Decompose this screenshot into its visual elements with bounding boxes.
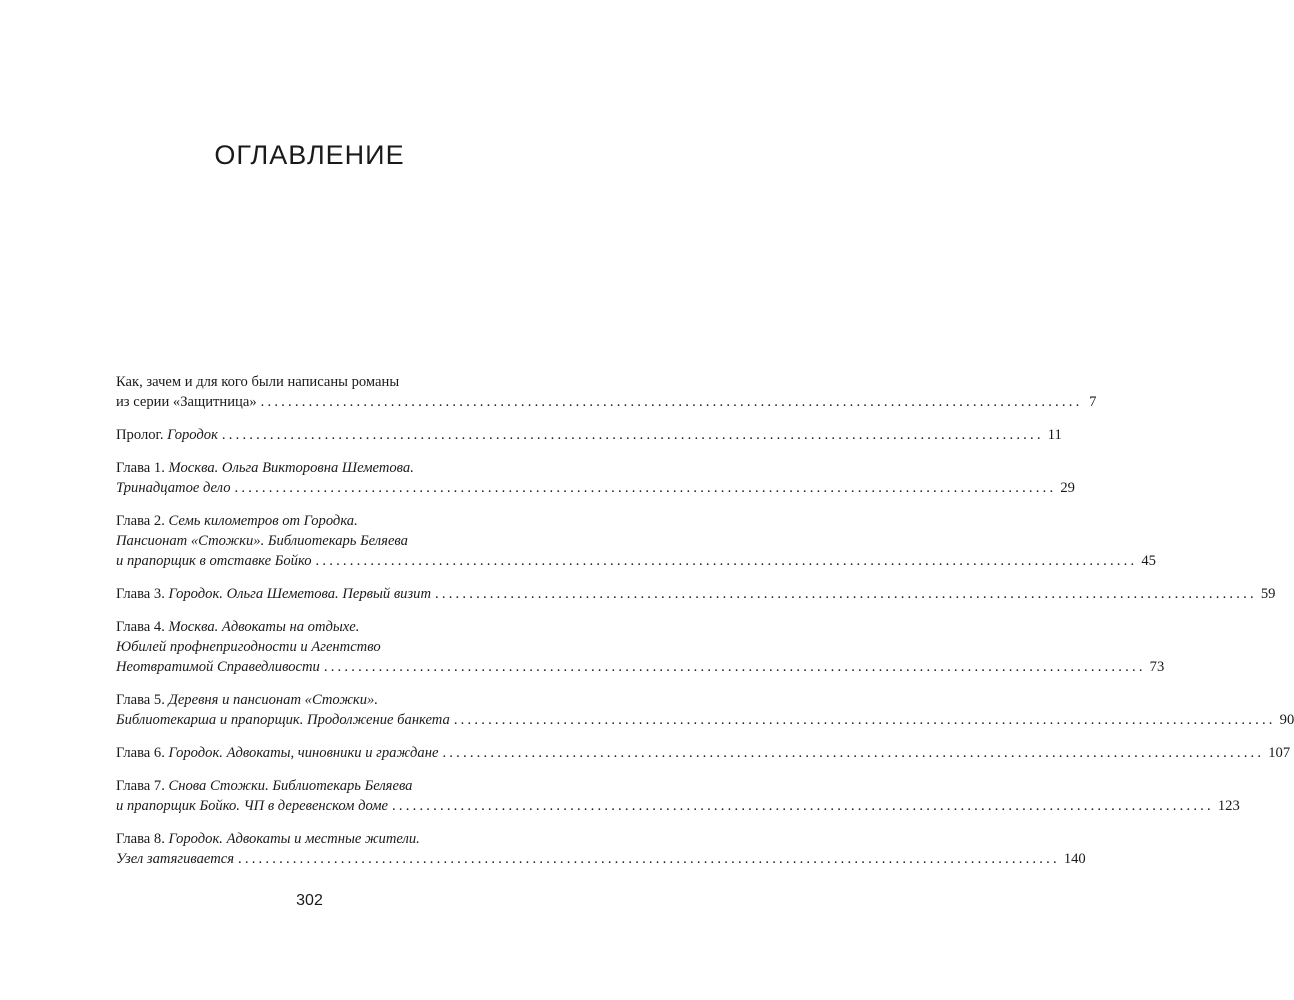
toc-entry-line — [116, 776, 512, 796]
toc-entry-line — [116, 637, 512, 657]
toc-entry-text — [116, 584, 431, 604]
dot-leader: ........................................................................................................................ — [442, 745, 1265, 761]
toc-entry-label: Глава 2. — [116, 513, 169, 529]
dot-leader: ........................................................................................................................ — [323, 659, 1146, 675]
toc-entry-title: Пансионат «Стожки». Библиотекарь Беляева — [116, 533, 408, 549]
toc-entry — [116, 617, 1165, 677]
toc-entry-line — [116, 531, 512, 551]
toc-entry-title: Городок. Ольга Шеметова. Первый визит — [168, 586, 431, 602]
toc-entry-text — [116, 743, 438, 763]
toc-entry-title: Тринадцатое дело — [116, 480, 231, 496]
toc-entry-last-line — [116, 584, 1276, 604]
toc-entry-last-line — [116, 425, 1062, 445]
dot-leader: ........................................................................................................................ — [238, 851, 1060, 867]
toc-entry-label: Глава 5. — [116, 692, 169, 708]
toc-entry-line — [116, 690, 512, 710]
toc-entry-last-line — [116, 478, 1075, 498]
toc-entry — [116, 511, 1156, 571]
toc-entry-title: Снова Стожки. Библиотекарь Беляева — [168, 778, 413, 794]
toc-entry-label: Глава 4. — [116, 619, 169, 635]
toc-page-number: 29 — [1060, 480, 1075, 496]
toc-entry-label: Как, зачем и для кого были написаны романы — [116, 374, 400, 390]
toc-entry-line — [116, 458, 512, 478]
toc-entry-last-line — [116, 849, 1086, 869]
toc-entry-title: Юбилей профнепригодности и Агентство — [116, 639, 381, 655]
toc-entry-last-line — [116, 743, 1291, 763]
dot-leader: ........................................................................................................................ — [260, 394, 1083, 410]
toc-entry-title: Семь километров от Городка. — [168, 513, 358, 529]
toc-entry-title: Городок. Адвокаты, чиновники и граждане — [168, 745, 439, 761]
dot-leader: ........................................................................................................................ — [453, 712, 1276, 728]
toc-page-number: 7 — [1089, 394, 1097, 410]
toc-entry-line — [116, 829, 512, 849]
toc-page-number: 107 — [1268, 745, 1291, 761]
toc-entry-label: Глава 7. — [116, 778, 169, 794]
toc-entry-last-line — [116, 392, 1097, 412]
toc-entry-text — [116, 460, 414, 476]
page-title: ОГЛАВЛЕНИЕ — [214, 140, 405, 171]
toc-entry-title: и прапорщик в отставке Бойко — [116, 553, 312, 569]
toc-entry-text — [116, 619, 359, 635]
toc-entry — [116, 372, 1097, 412]
toc-entry-text — [116, 692, 378, 708]
toc-entry-text — [116, 657, 320, 677]
toc-entry-text — [116, 374, 399, 390]
toc-entry — [116, 425, 1062, 445]
toc-entry-line — [116, 372, 512, 392]
toc-entry-text — [116, 849, 234, 869]
toc-page-number: 59 — [1260, 586, 1276, 602]
page-number: 302 — [296, 892, 323, 909]
toc-entry-text — [116, 425, 218, 445]
toc-entry-last-line — [116, 796, 1240, 816]
table-of-contents — [116, 372, 1294, 882]
toc-entry — [116, 458, 1075, 498]
toc-entry-text — [116, 778, 412, 794]
toc-entry-title: и прапорщик Бойко. ЧП в деревенском доме — [116, 798, 389, 814]
toc-entry-title: Деревня и пансионат «Стожки». — [168, 692, 379, 708]
toc-entry-label: Глава 3. — [116, 586, 169, 602]
toc-page-number: 45 — [1141, 553, 1156, 569]
toc-entry — [116, 776, 1240, 816]
dot-leader: ........................................................................................................................ — [315, 553, 1138, 569]
toc-page-number: 11 — [1047, 427, 1062, 443]
toc-entry — [116, 690, 1294, 730]
dot-leader: ........................................................................................................................ — [392, 798, 1214, 814]
toc-entry — [116, 584, 1276, 604]
toc-entry-text — [116, 710, 450, 730]
toc-entry-text — [116, 533, 408, 549]
toc-entry-last-line — [116, 710, 1294, 730]
toc-entry-label: Глава 1. — [116, 460, 169, 476]
toc-entry-title: Городок — [167, 427, 218, 443]
toc-entry-label: Глава 8. — [116, 831, 169, 847]
toc-entry-text — [116, 392, 257, 412]
toc-page-number: 73 — [1149, 659, 1165, 675]
toc-entry-label: Пролог. — [116, 427, 168, 443]
toc-page-number: 140 — [1063, 851, 1086, 867]
toc-entry-title: Городок. Адвокаты и местные жители. — [168, 831, 420, 847]
toc-entry-title: Библиотекарша и прапорщик. Продолжение банкета — [116, 712, 450, 728]
toc-entry-title: Неотвратимой Справедливости — [116, 659, 320, 675]
toc-entry-title: Москва. Ольга Викторовна Шеметова. — [168, 460, 414, 476]
toc-entry-label: Глава 6. — [116, 745, 169, 761]
toc-entry-text — [116, 513, 358, 529]
dot-leader: ........................................................................................................................ — [234, 480, 1057, 496]
dot-leader: ........................................................................................................................ — [435, 586, 1257, 602]
toc-page-number: 90 — [1279, 712, 1294, 728]
toc-entry-last-line — [116, 657, 1165, 677]
toc-entry-label: из серии «Защитница» — [116, 394, 257, 410]
dot-leader: ........................................................................................................................ — [221, 427, 1044, 443]
toc-entry-title: Москва. Адвокаты на отдыхе. — [168, 619, 360, 635]
toc-entry-text — [116, 639, 381, 655]
toc-entry-line — [116, 511, 512, 531]
toc-entry-text — [116, 551, 312, 571]
toc-entry-text — [116, 478, 231, 498]
toc-entry-last-line — [116, 551, 1156, 571]
toc-page-number: 123 — [1217, 798, 1240, 814]
toc-entry-title: Узел затягивается — [116, 851, 235, 867]
toc-entry-text — [116, 796, 388, 816]
toc-entry — [116, 743, 1291, 763]
toc-entry-line — [116, 617, 512, 637]
toc-entry-text — [116, 831, 420, 847]
toc-entry — [116, 829, 1086, 869]
